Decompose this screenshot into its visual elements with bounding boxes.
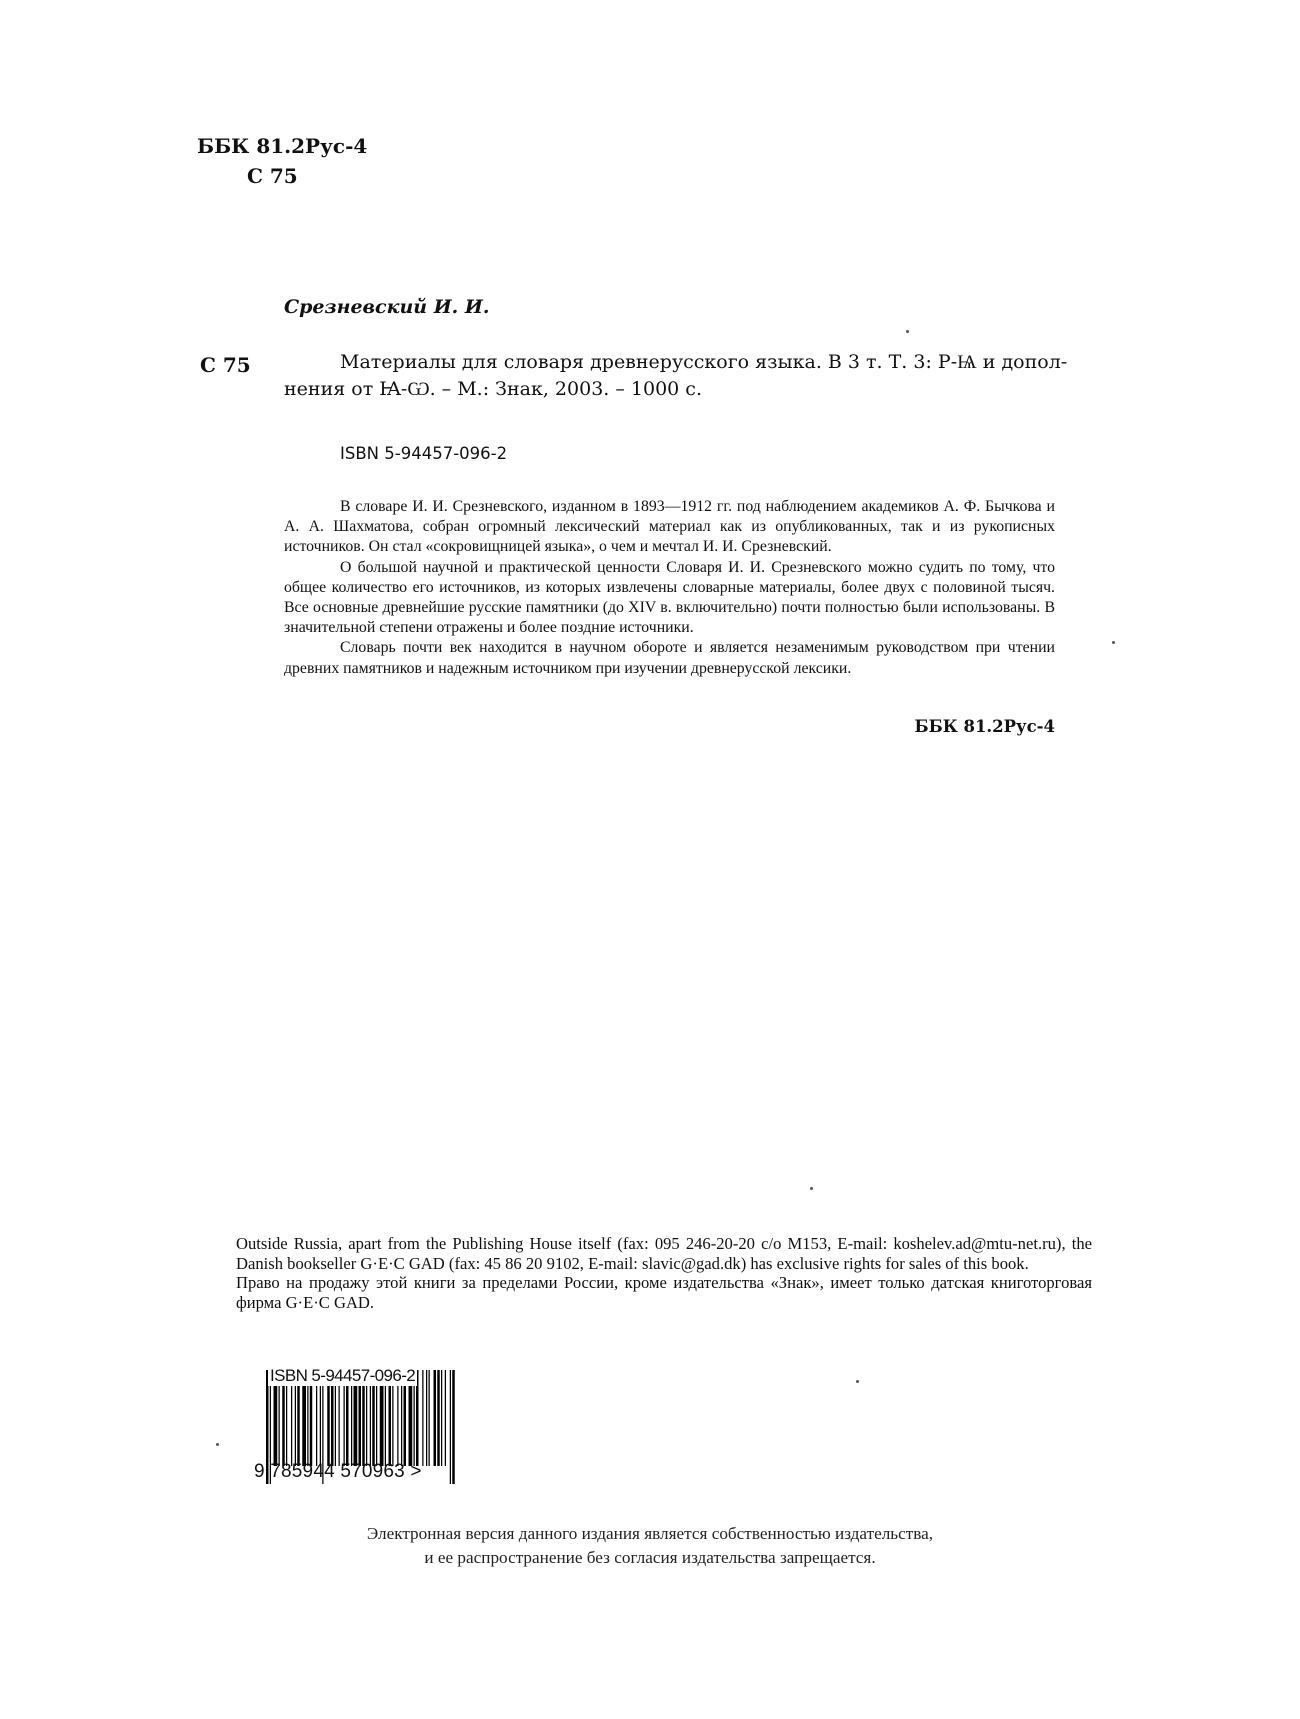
isbn-number: ISBN 5-94457-096-2: [340, 444, 508, 463]
scan-speck: [810, 1187, 813, 1190]
catalog-code: С 75: [247, 164, 298, 188]
rights-russian: Право на продажу этой книги за пределами России, кроме издательства «Знак», имеет только датская книготорговая фирма G·E·C GAD.: [236, 1273, 1092, 1312]
scan-speck: [906, 330, 909, 333]
bbk-code-bottom: ББК 81.2Рус-4: [914, 717, 1055, 736]
bibliographic-entry-line-2: нения от Ꙗ-Ѡ. – М.: Знак, 2003. – 1000 с.: [284, 378, 702, 400]
scan-speck: [1112, 641, 1115, 644]
bbk-code: ББК 81.2Рус-4: [197, 134, 368, 158]
barcode-bar: [450, 1370, 451, 1484]
barcode-bar: [426, 1370, 427, 1466]
barcode-bar: [437, 1370, 440, 1466]
bibliographic-entry-line-1: Материалы для словаря древнерусского языка. В 3 т. Т. 3: Р-Ѩ и допол-: [340, 351, 1068, 373]
barcode-bar: [452, 1370, 455, 1484]
barcode-digits: 9 785944 570963 >: [254, 1461, 422, 1482]
scan-speck: [216, 1443, 219, 1446]
barcode-isbn-label: ISBN 5-94457-096-2: [270, 1366, 416, 1385]
copyright-notice: [250, 1522, 1050, 1570]
sales-rights-notice: [236, 1234, 1092, 1312]
rights-english: Outside Russia, apart from the Publishing House itself (fax: 095 246-20-20 c/o M153, E-mail: koshelev.ad@mtu-net.ru), the Danish bookseller G·E·C GAD (fax: 45 86 20 9102, E-mail: slavic@gad.dk) has exclusive rights for sales of this book.: [236, 1234, 1092, 1273]
barcode-bar: [429, 1370, 430, 1466]
barcode-bar: [422, 1370, 423, 1466]
annotation-paragraph: Словарь почти век находится в научном обороте и является незаменимым руководством при чтении древних памятников и надежным источником при изучении древнерусской лексики.: [284, 639, 1055, 677]
copyright-line-2: и ее распространение без согласия издательства запрещается.: [424, 1548, 876, 1567]
entry-catalog-code: С 75: [200, 353, 251, 377]
barcode-bar: [434, 1370, 437, 1466]
annotation-paragraph: В словаре И. И. Срезневского, изданном в 1893—1912 гг. под наблюдением академиков А. Ф. Бычкова и А. А. Шахматова, собран огромный лексический материал как из опубликованных, так и из рукописных источников. Он стал «сокровищницей языка», о чем и мечтал И. И. Срезневский.: [284, 498, 1055, 556]
annotation: [284, 497, 1055, 679]
copyright-line-1: Электронная версия данного издания является собственностью издательства,: [366, 1524, 934, 1543]
annotation-paragraph: О большой научной и практической ценности Словаря И. И. Срезневского можно судить по тому, что общее количество его источников, из которых извлечены словарные материалы, более двух с половиной тысяч. Все основные древнейшие русские памятники (до XIV в. включительно) почти полностью были использованы. В значительной степени отражены и более поздние источники.: [284, 558, 1055, 637]
barcode-bar: [445, 1370, 446, 1466]
author-name: Срезневский И. И.: [284, 296, 490, 318]
scan-speck: [856, 1380, 859, 1383]
barcode-bar: [441, 1370, 442, 1466]
